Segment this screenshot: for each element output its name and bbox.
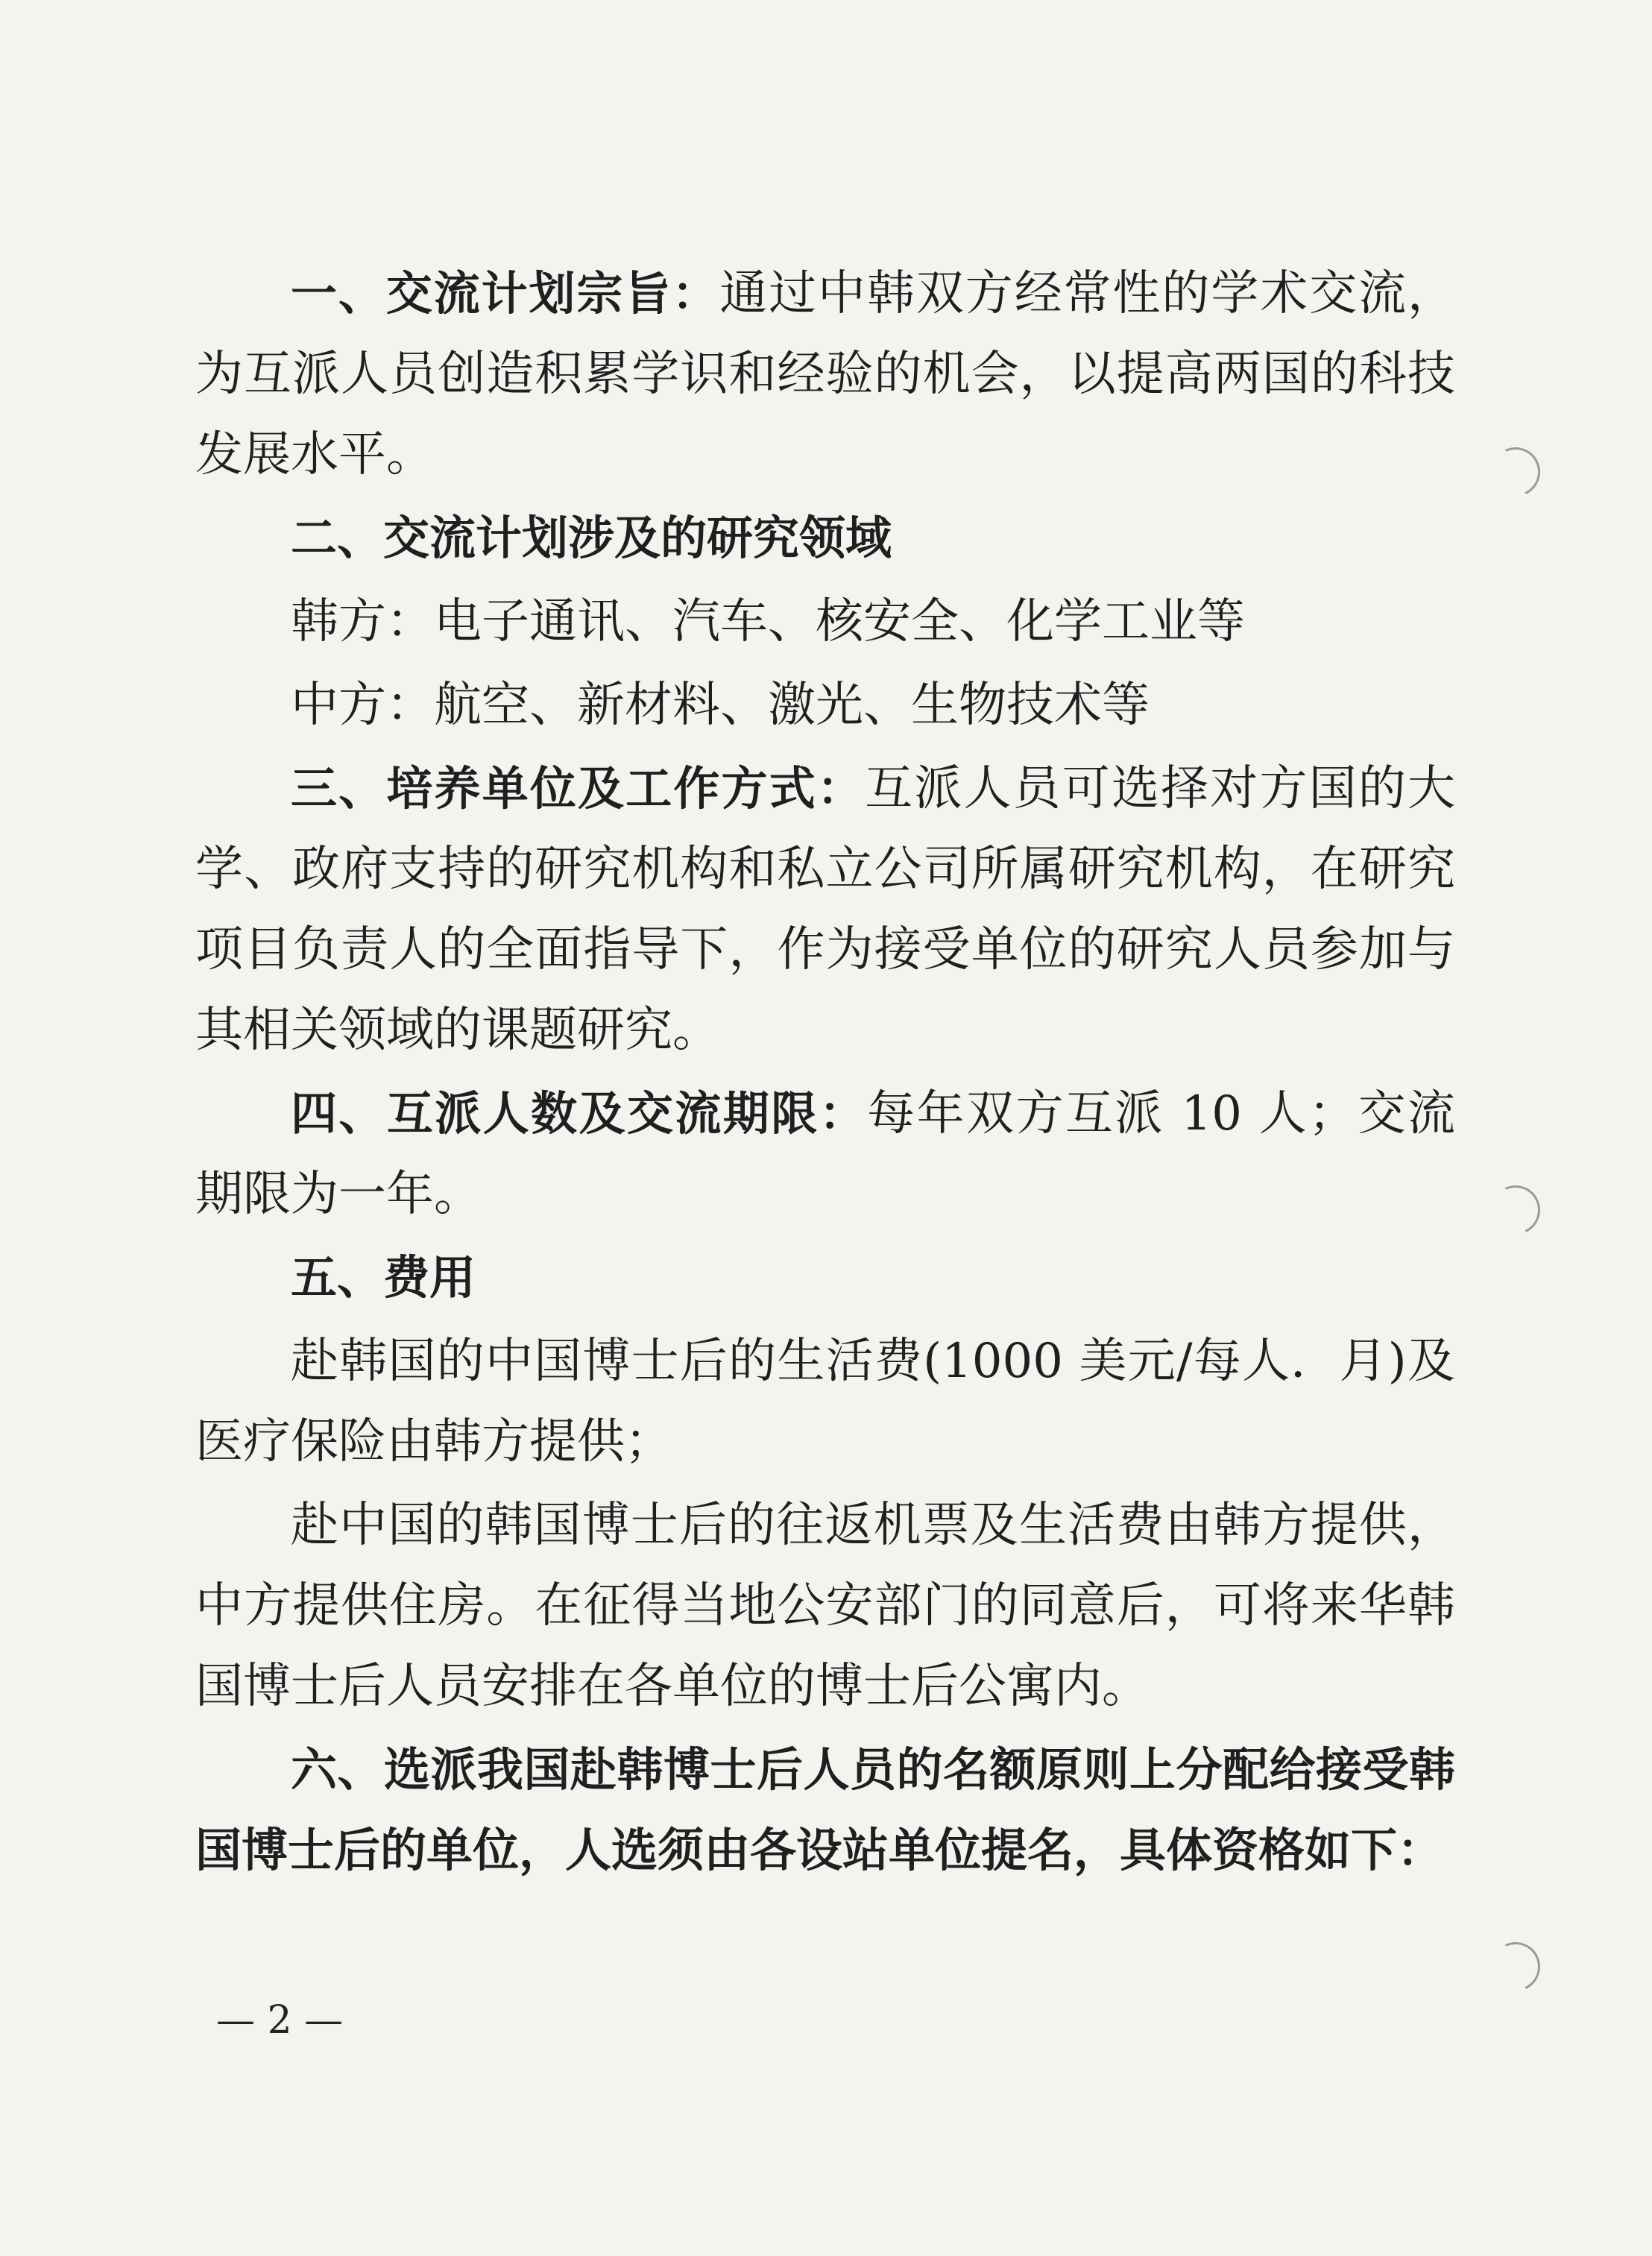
section-heading: 三、培养单位及工作方式： [291, 761, 866, 816]
section-heading: 四、互派人数及交流期限： [291, 1086, 868, 1141]
document-body [195, 253, 1455, 1891]
section-selection: 六、选派我国赴韩博士后人员的名额原则上分配给接受韩国博士后的单位，人选须由各设站单位提名，具体资格如下： [195, 1742, 1455, 1877]
expense-korean-postdoc [195, 1485, 1455, 1727]
page-number: — 2 — [216, 1998, 344, 2043]
section-text: 赴韩国的中国博士后的生活费(1000 美元/每人．月)及医疗保险由韩方提供； [195, 1334, 1455, 1469]
punch-hole-mark [1484, 1935, 1548, 1999]
section-purpose [195, 253, 1455, 495]
expense-chinese-postdoc [195, 1321, 1455, 1482]
section-host-units [195, 749, 1455, 1071]
section-heading: 二、交流计划涉及的研究领域 [291, 511, 892, 565]
section-text: 韩方：电子通讯、汽车、核安全、化学工业等 [291, 594, 1245, 649]
section-heading: 一、交流计划宗旨： [291, 266, 720, 321]
korea-fields [195, 582, 1455, 662]
punch-hole-mark [1484, 441, 1548, 504]
section-research-fields [195, 498, 1455, 579]
section-expenses [195, 1238, 1455, 1318]
section-text: 赴中国的韩国博士后的往返机票及生活费由韩方提供，中方提供住房。在征得当地公安部门的同意后，可将来华韩国博士后人员安排在各单位的博士后公寓内。 [195, 1498, 1455, 1714]
section-quota-duration [195, 1074, 1455, 1235]
punch-hole-mark [1484, 1179, 1548, 1242]
section-text: 每年双方互派 10 人；交流期限为一年。 [195, 1086, 1455, 1222]
section-text: 通过中韩双方经常性的学术交流，为互派人员创造积累学识和经验的机会，以提高两国的科技发展水平。 [195, 266, 1455, 482]
section-heading: 五、费用 [291, 1250, 476, 1305]
china-fields [195, 665, 1455, 746]
section-text: 中方：航空、新材料、激光、生物技术等 [291, 678, 1150, 733]
section-text: 互派人员可选择对方国的大学、政府支持的研究机构和私立公司所属研究机构，在研究项目负责人的全面指导下，作为接受单位的研究人员参加与其相关领域的课题研究。 [195, 761, 1455, 1058]
